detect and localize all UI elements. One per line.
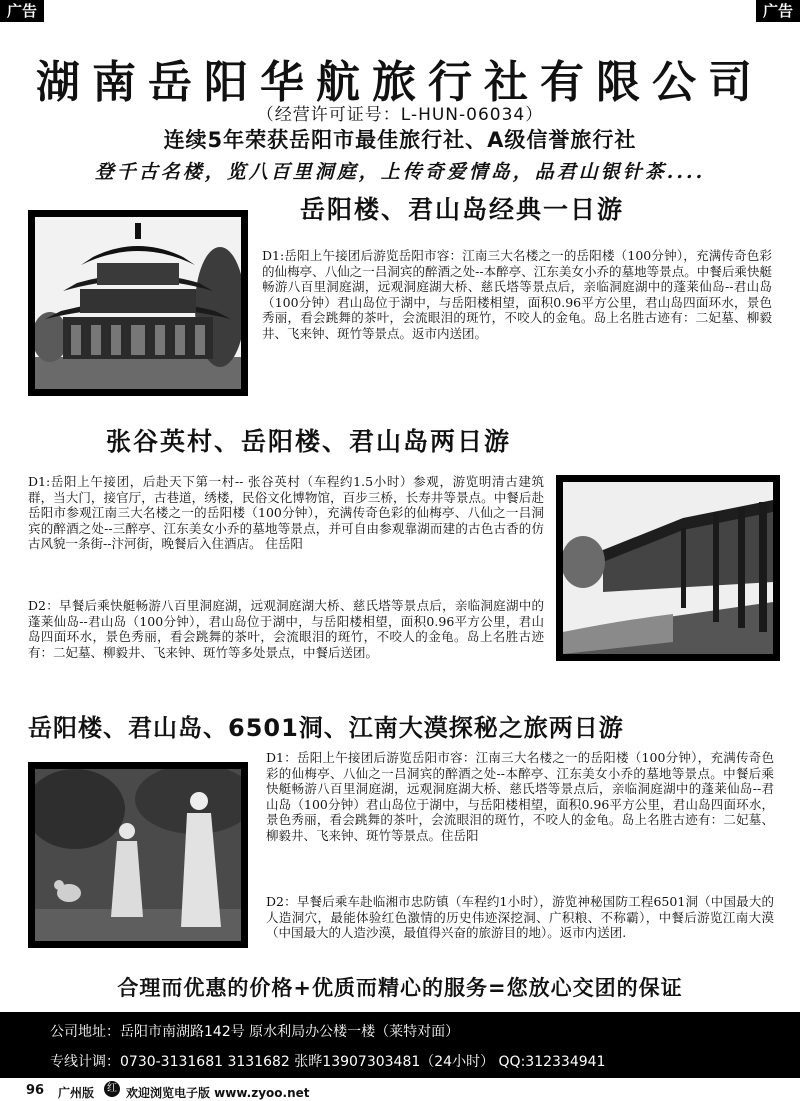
route3-day1: D1：岳阳上午接团后游览岳阳市容：江南三大名楼之一的岳阳楼（100分钟），充满传奇色彩的仙梅亭、八仙之一吕洞宾的醉酒之处--本醉亭、江东美女小乔的墓地等景点。中餐后乘快艇畅游八百里洞庭湖，远观洞庭湖大桥、慈氏塔等景点后，亲临洞庭湖中的蓬莱仙岛--君山岛（100分钟）君山岛位于湖中，与岳阳楼相望，面积0.96平方公里，君山岛四面环水，景色秀丽，看会跳舞的茶叶，会流眼泪的斑竹，不咬人的金龟。岛上名胜古迹有：二妃墓、柳毅井、飞来钟、斑竹等景点。住岳阳 [266, 750, 774, 843]
company-name: 湖南岳阳华航旅行社有限公司 [36, 57, 764, 108]
hotline: 专线计调：0730-3131681 3131682 张晔13907303481（24小时） QQ:312334941 [50, 1054, 606, 1070]
yueyang-tower-photo [28, 210, 248, 396]
footer-bar [0, 1012, 800, 1078]
route3-day2: D2：早餐后乘车赴临湘市忠防镇（车程约1小时），游览神秘国防工程6501洞（中国最大的人造洞穴，最能体验红色激情的历史伟迹深挖洞、广积粮、不称霸），中餐后游览江南大漠（中国最大的人造沙漠，最值得兴奋的旅游目的地）。返市内送团. [266, 894, 774, 940]
edition-badge: 红 [104, 1081, 120, 1097]
route2-title: 张谷英村、岳阳楼、君山岛两日游 [106, 427, 512, 456]
route3-title: 岳阳楼、君山岛、6501洞、江南大漠探秘之旅两日游 [28, 714, 624, 742]
slogan: 登千古名楼，览八百里洞庭，上传奇爱情岛，品君山银针茶.... [94, 161, 706, 183]
statues-illustration [35, 769, 241, 941]
route2-day1: D1:岳阳上午接团，后赴天下第一村-- 张谷英村（车程约1.5小时）参观，游览明清古建筑群，当大门，接官厅，古巷道，绣楼，民俗文化博物馆，百步三桥，长寿井等景点。中餐后赴岳阳市参观江南三大名楼之一的岳阳楼（100分钟），充满传奇色彩的仙梅亭、八仙之一吕洞宾的醉酒之处--三醉亭、江东美女小乔的墓地等景点，并可自由参观靠湖而建的古色古香的仿古风貌一条街--汴河街，晚餐后入住酒店。 住岳阳 [28, 474, 544, 551]
route1-day1: D1:岳阳上午接团后游览岳阳市容：江南三大名楼之一的岳阳楼（100分钟），充满传奇色彩的仙梅亭、八仙之一吕洞宾的醉酒之处--本醉亭、江东美女小乔的墓地等景点。中餐后乘快艇畅游八百里洞庭湖，远观洞庭湖大桥、慈氏塔等景点后，亲临洞庭湖中的蓬莱仙岛--君山岛（100分钟）君山岛位于湖中，与岳阳楼相望，面积0.96平方公里，君山岛四面环水，景色秀丽，看会跳舞的茶叶，会流眼泪的斑竹，不咬人的金龟。岛上名胜古迹有：二妃墓、柳毅井、飞来钟、斑竹等景点。返市内送团。 [262, 248, 772, 341]
tagline: 合理而优惠的价格+优质而精心的服务=您放心交团的保证 [117, 976, 683, 1000]
website-promo[interactable]: 欢迎浏览电子版 www.zyoo.net [126, 1086, 310, 1100]
pagoda-illustration [35, 217, 241, 389]
route2-day2: D2：早餐后乘快艇畅游八百里洞庭湖，远观洞庭湖大桥、慈氏塔等景点后，亲临洞庭湖中的蓬莱仙岛--君山岛（100分钟），君山岛位于湖中，与岳阳楼相望，面积0.96平方公里，君山岛四面环水，景色秀丽，看会跳舞的茶叶，会流眼泪的斑竹，不咬人的金龟。岛上名胜古迹有：二妃墓、柳毅井、飞来钟、斑竹等多处景点，中餐后送团。 [28, 598, 544, 660]
zhangguying-village-photo [556, 475, 780, 661]
honor-line: 连续5年荣获岳阳市最佳旅行社、A级信誉旅行社 [163, 128, 637, 152]
bottom-strip [0, 1080, 800, 1100]
village-illustration [563, 482, 773, 654]
ad-tag-right: 广告 [756, 0, 800, 22]
statues-photo [28, 762, 248, 948]
license-number: （经营许可证号：L-HUN-06034） [256, 105, 544, 125]
route1-title: 岳阳楼、君山岛经典一日游 [300, 195, 625, 224]
page-number: 96 [26, 1083, 45, 1098]
edition-label: 广州版 [58, 1086, 95, 1100]
company-address: 公司地址：岳阳市南湖路142号 原水利局办公楼一楼（莱特对面） [50, 1024, 460, 1040]
ad-tag-left: 广告 [0, 0, 44, 22]
